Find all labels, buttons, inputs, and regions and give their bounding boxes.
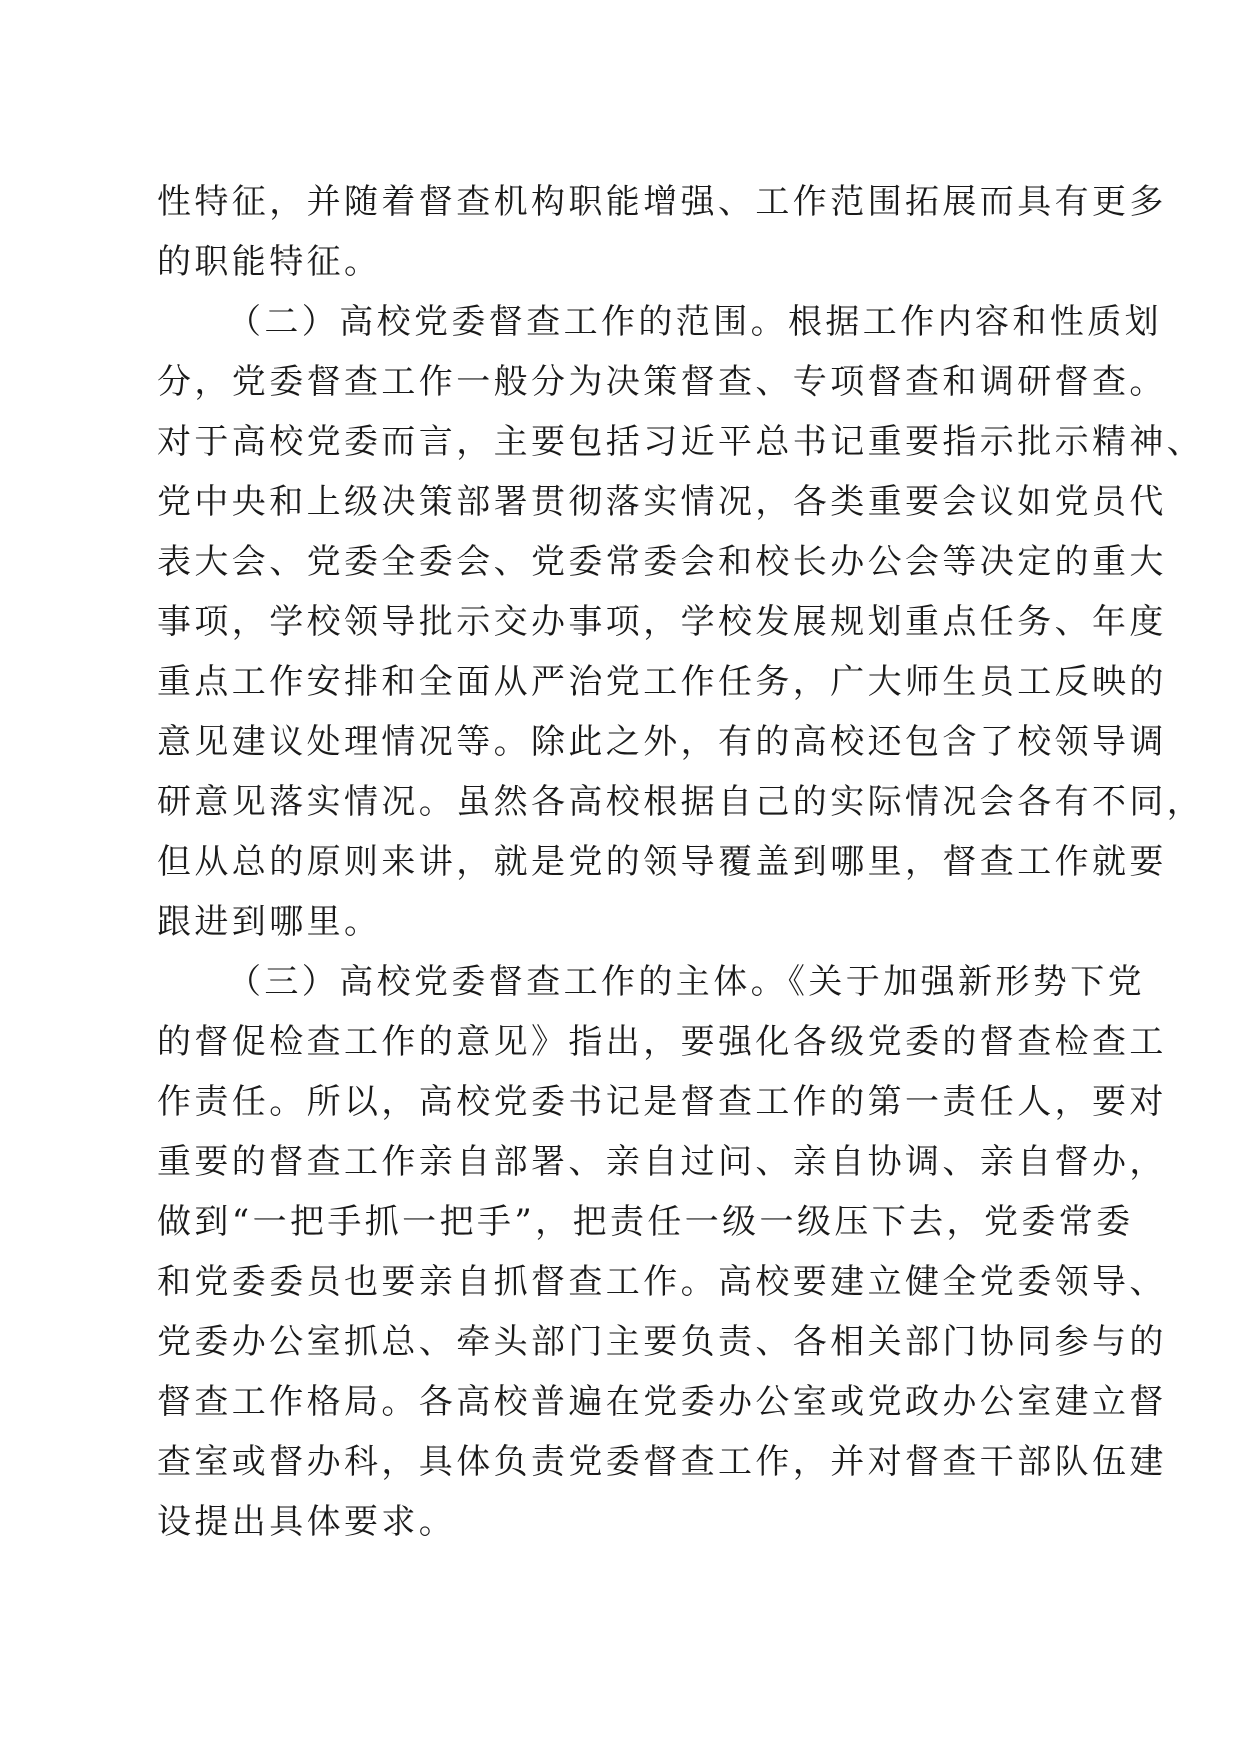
text-line: 做到“一把手抓一把手”，把责任一级一级压下去，党委常委 [157, 1202, 1134, 1242]
text-line: 研意见落实情况。虽然各高校根据自己的实际情况会各有不同， [157, 782, 1205, 822]
section-heading-line: （二）高校党委督查工作的范围。根据工作内容和性质划 [227, 302, 1162, 342]
text-line: 查室或督办科，具体负责党委督查工作，并对督查干部队伍建 [157, 1442, 1167, 1482]
text-line: 跟进到哪里。 [157, 902, 382, 942]
section-heading-line: （三）高校党委督查工作的主体。《关于加强新形势下党 [227, 962, 1145, 1002]
body-text [157, 172, 1205, 1552]
text-line: 分，党委督查工作一般分为决策督查、专项督查和调研督查。 [157, 362, 1167, 402]
text-line: 和党委委员也要亲自抓督查工作。高校要建立健全党委领导、 [157, 1262, 1167, 1302]
text-line: 的职能特征。 [157, 242, 382, 282]
text-line: 性特征，并随着督查机构职能增强、工作范围拓展而具有更多 [157, 182, 1167, 222]
text-line: 党委办公室抓总、牵头部门主要负责、各相关部门协同参与的 [157, 1322, 1167, 1362]
text-line: 党中央和上级决策部署贯彻落实情况，各类重要会议如党员代 [157, 482, 1167, 522]
text-line: 的督促检查工作的意见》指出，要强化各级党委的督查检查工 [157, 1022, 1167, 1062]
text-line: 重点工作安排和全面从严治党工作任务，广大师生员工反映的 [157, 662, 1167, 702]
text-line: 重要的督查工作亲自部署、亲自过问、亲自协调、亲自督办， [157, 1142, 1167, 1182]
text-line: 意见建议处理情况等。除此之外，有的高校还包含了校领导调 [157, 722, 1167, 762]
text-line: 但从总的原则来讲，就是党的领导覆盖到哪里，督查工作就要 [157, 842, 1167, 882]
text-line: 设提出具体要求。 [157, 1502, 457, 1542]
text-line: 对于高校党委而言，主要包括习近平总书记重要指示批示精神、 [157, 422, 1205, 462]
text-line: 事项，学校领导批示交办事项，学校发展规划重点任务、年度 [157, 602, 1167, 642]
text-line: 作责任。所以，高校党委书记是督查工作的第一责任人，要对 [157, 1082, 1167, 1122]
text-line: 表大会、党委全委会、党委常委会和校长办公会等决定的重大 [157, 542, 1167, 582]
text-line: 督查工作格局。各高校普遍在党委办公室或党政办公室建立督 [157, 1382, 1167, 1422]
